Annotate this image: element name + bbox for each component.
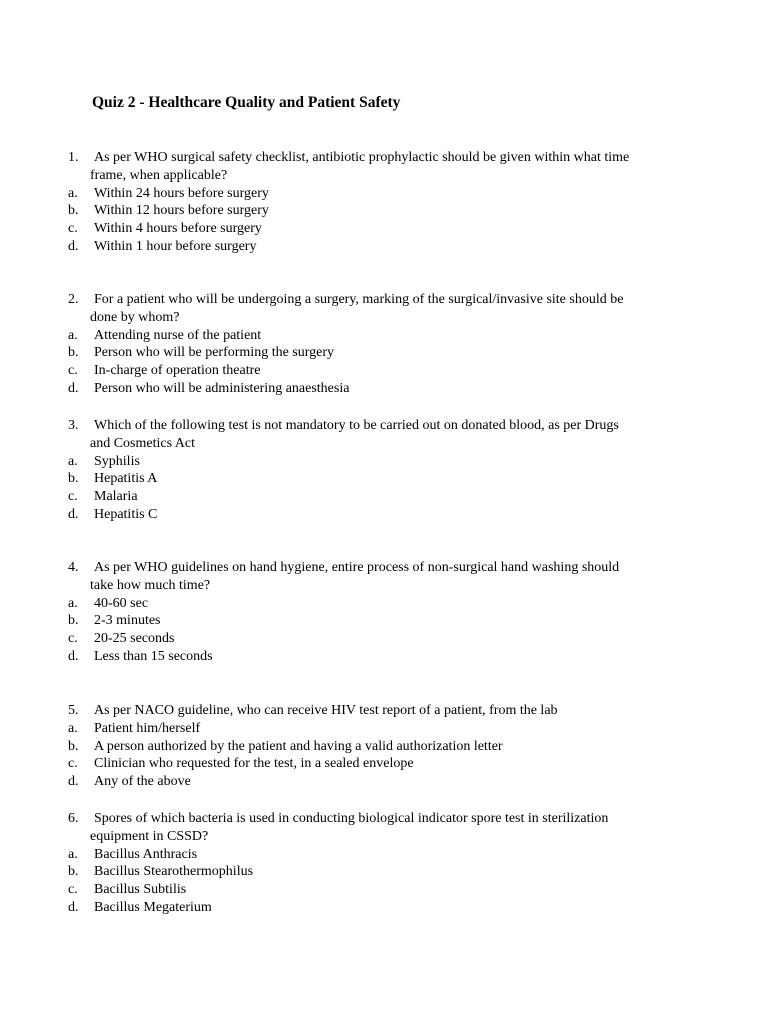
question-text-continued: take how much time? [90,577,211,593]
question-3 [0,417,768,524]
option-text: Person who will be administering anaesthesia [94,380,350,396]
answer-option [0,648,768,666]
question-text: Spores of which bacteria is used in conducting biological indicator spore test in sterilization [94,811,609,826]
question-number: 2. [68,292,79,307]
question-6 [0,810,768,917]
option-text: Any of the above [94,774,191,790]
option-letter: a. [68,720,78,736]
option-letter: d. [68,899,79,915]
answer-option [0,755,768,773]
answer-option [0,238,768,256]
answer-option [0,185,768,203]
question-line-continued [0,828,768,846]
answer-option [0,738,768,756]
question-2 [0,291,768,398]
answer-option [0,202,768,220]
option-letter: b. [68,738,79,754]
option-letter: b. [68,203,79,219]
question-line [0,810,768,828]
option-text: Bacillus Megaterium [94,899,212,915]
option-text: Hepatitis C [94,506,158,522]
option-letter: c. [68,363,78,379]
question-text: As per NACO guideline, who can receive HIV test report of a patient, from the lab [94,703,558,718]
question-text: As per WHO guidelines on hand hygiene, entire process of non-surgical hand washing should [94,560,620,575]
option-letter: c. [68,221,78,237]
answer-option [0,506,768,524]
option-letter: b. [68,864,79,880]
question-number: 5. [68,703,79,718]
option-text: In-charge of operation theatre [94,363,261,379]
question-line [0,417,768,435]
answer-option [0,720,768,738]
question-text-continued: frame, when applicable? [90,167,228,183]
option-text: Person who will be performing the surgery [94,345,335,361]
answer-option [0,846,768,864]
option-text: 2-3 minutes [94,613,161,629]
question-text: For a patient who will be undergoing a surgery, marking of the surgical/invasive site should be [94,292,624,307]
question-line-continued [0,577,768,595]
option-letter: a. [68,453,78,469]
answer-option [0,612,768,630]
option-text: Syphilis [94,453,140,469]
question-5 [0,702,768,791]
question-number: 4. [68,560,79,575]
answer-option [0,380,768,398]
option-letter: d. [68,648,79,664]
question-text-continued: done by whom? [90,309,180,325]
option-letter: c. [68,882,78,898]
page-title: Quiz 2 - Healthcare Quality and Patient Safety [92,94,401,111]
option-text: Malaria [94,489,138,505]
option-letter: c. [68,489,78,505]
answer-option [0,863,768,881]
option-text: Bacillus Anthracis [94,846,198,862]
option-text: Bacillus Subtilis [94,882,187,898]
option-text: Within 12 hours before surgery [94,203,269,219]
option-letter: b. [68,471,79,487]
question-line-continued [0,435,768,453]
answer-option [0,881,768,899]
option-text: Hepatitis A [94,471,158,487]
answer-option [0,453,768,471]
question-line-continued [0,167,768,185]
option-letter: c. [68,631,78,647]
option-letter: d. [68,380,79,396]
option-letter: a. [68,846,78,862]
answer-option [0,488,768,506]
option-letter: d. [68,774,79,790]
answer-option [0,327,768,345]
option-text: Within 24 hours before surgery [94,185,269,201]
answer-option [0,344,768,362]
option-letter: c. [68,756,78,772]
option-text: 20-25 seconds [94,631,175,647]
question-line [0,291,768,309]
option-text: Less than 15 seconds [94,648,213,664]
option-letter: d. [68,238,79,254]
option-text: Patient him/herself [94,720,201,736]
option-letter: a. [68,327,78,343]
option-text: 40-60 sec [94,595,149,611]
answer-option [0,773,768,791]
answer-option [0,899,768,917]
question-4 [0,559,768,666]
option-letter: a. [68,595,78,611]
question-number: 1. [68,150,79,165]
question-text: As per WHO surgical safety checklist, antibiotic prophylactic should be given within what time [94,150,630,165]
question-number: 6. [68,811,79,826]
answer-option [0,595,768,613]
option-letter: b. [68,613,79,629]
option-text: Within 1 hour before surgery [94,238,257,254]
option-text: Clinician who requested for the test, in a sealed envelope [94,756,414,772]
answer-option [0,362,768,380]
option-text: Bacillus Stearothermophilus [94,864,254,880]
option-letter: b. [68,345,79,361]
question-1 [0,149,768,256]
question-line [0,559,768,577]
option-text: Within 4 hours before surgery [94,221,262,237]
answer-option [0,630,768,648]
answer-option [0,220,768,238]
question-line-continued [0,309,768,327]
question-text: Which of the following test is not mandatory to be carried out on donated blood, as per Drugs [94,418,619,433]
answer-option [0,470,768,488]
question-line [0,149,768,167]
option-letter: a. [68,185,78,201]
option-text: A person authorized by the patient and having a valid authorization letter [94,738,503,754]
question-text-continued: and Cosmetics Act [90,435,195,451]
question-number: 3. [68,418,79,433]
question-line [0,702,768,720]
option-letter: d. [68,506,79,522]
question-text-continued: equipment in CSSD? [90,828,209,844]
option-text: Attending nurse of the patient [94,327,262,343]
